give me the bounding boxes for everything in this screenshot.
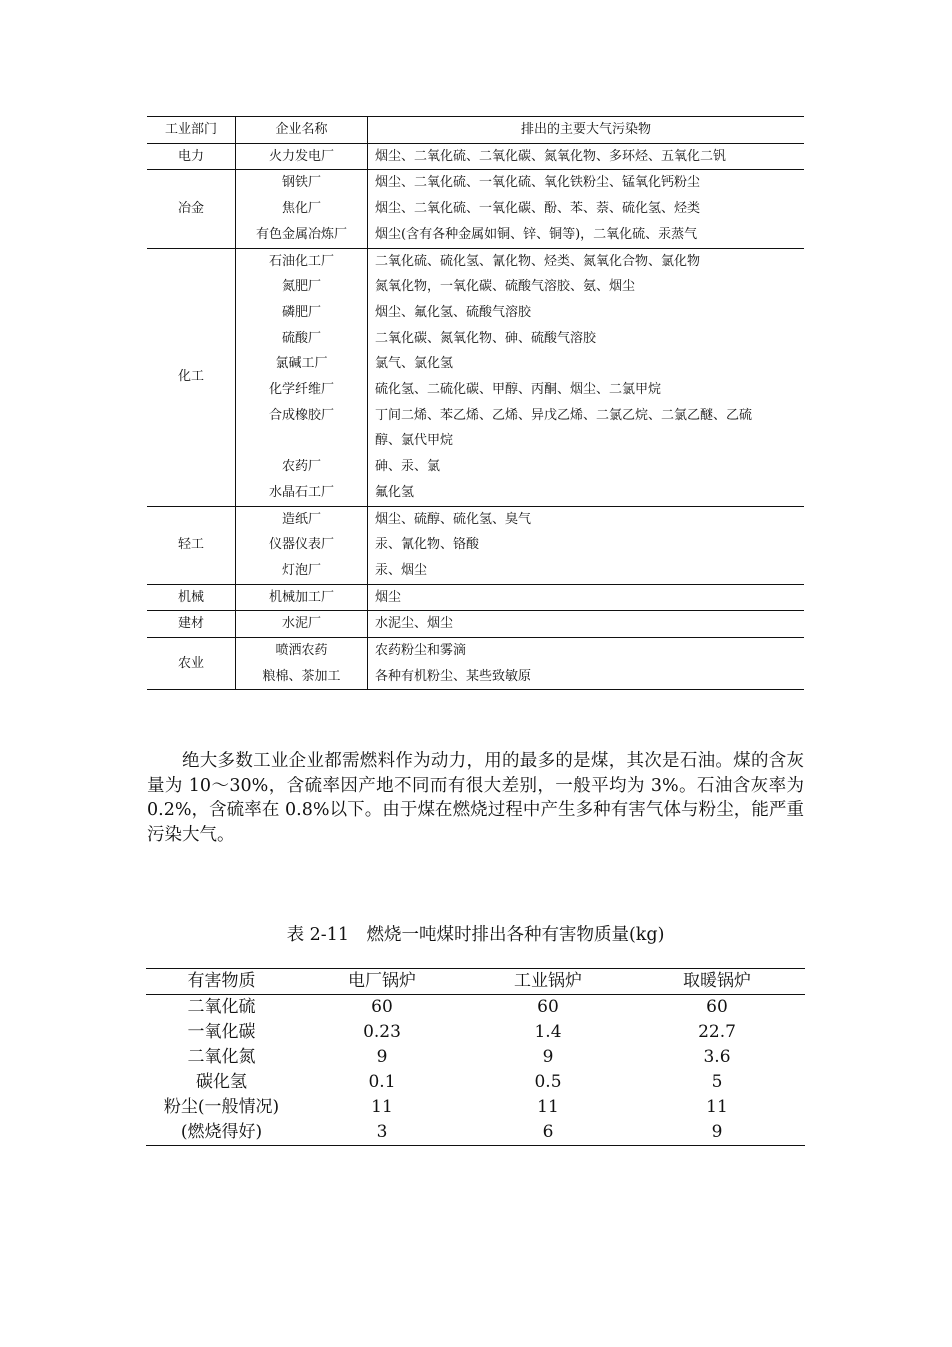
header-pollutants: 排出的主要大气污染物 bbox=[368, 117, 805, 144]
value-cell: 3 bbox=[297, 1120, 467, 1146]
pollutants-cell: 烟尘、二氧化硫、二氧化碳、氮氧化物、多环烃、五氧化二钒 bbox=[368, 143, 805, 170]
enterprise-cell: 造纸厂 bbox=[236, 506, 368, 532]
table-row bbox=[147, 664, 804, 690]
enterprise-cell: 合成橡胶厂 bbox=[236, 403, 368, 429]
table-row bbox=[146, 1020, 805, 1045]
header-heating-boiler: 取暖锅炉 bbox=[629, 969, 805, 995]
pollutants-cell: 烟尘、二氧化硫、一氧化硫、氧化铁粉尘、锰氧化钙粉尘 bbox=[368, 170, 805, 196]
table-row bbox=[147, 454, 804, 480]
table-header-row bbox=[147, 117, 804, 144]
department-cell: 化工 bbox=[147, 248, 236, 506]
value-cell: 0.23 bbox=[363, 1022, 401, 1042]
table-row bbox=[146, 1045, 805, 1070]
value-cell: 11 bbox=[706, 1097, 728, 1117]
enterprise-cell: 机械加工厂 bbox=[236, 584, 368, 611]
pollutants-cell: 农药粉尘和雾滴 bbox=[368, 638, 805, 664]
table-row bbox=[147, 532, 804, 558]
pollutants-cell: 硫化氢、二硫化碳、甲醇、丙酮、烟尘、二氯甲烷 bbox=[375, 382, 662, 398]
enterprise-cell: 焦化厂 bbox=[236, 196, 368, 222]
enterprise-cell: 灯泡厂 bbox=[236, 558, 368, 584]
substance-cell: 一氧化碳 bbox=[187, 1022, 256, 1042]
enterprise-cell: 火力发电厂 bbox=[236, 143, 368, 170]
table-row bbox=[146, 1120, 805, 1146]
pollutants-cell: 氟化氢 bbox=[375, 484, 415, 500]
body-paragraph: 绝大多数工业企业都需燃料作为动力，用的最多的是煤，其次是石油。煤的含灰量为 10～30%，含硫率因产地不同而有很大差别，一般平均为 3%。石油含灰率为 0.2%，含硫率在 0.8%以下。由于煤在燃烧过程中产生多种有害气体与粉尘，能严重污染大气。 bbox=[147, 751, 804, 845]
department-cell: 农业 bbox=[147, 638, 236, 690]
enterprise-cell: 仪器仪表厂 bbox=[236, 532, 368, 558]
value-cell: 60 bbox=[537, 997, 559, 1017]
enterprise-cell: 氯碱工厂 bbox=[236, 351, 368, 377]
table-body bbox=[147, 143, 804, 690]
header-substance: 有害物质 bbox=[146, 969, 297, 995]
table-row bbox=[147, 300, 804, 326]
pollutants-cell: 烟尘 bbox=[368, 584, 805, 611]
table-row bbox=[147, 377, 804, 403]
substance-cell: 二氧化硫 bbox=[187, 997, 256, 1017]
enterprise-cell bbox=[236, 428, 368, 454]
value-cell: 0.1 bbox=[368, 1072, 396, 1092]
enterprise-cell: 磷肥厂 bbox=[236, 300, 368, 326]
table-body bbox=[146, 995, 805, 1146]
value-cell: 0.5 bbox=[534, 1072, 562, 1092]
enterprise-cell: 喷洒农药 bbox=[236, 638, 368, 664]
table-row bbox=[147, 558, 804, 584]
table-row bbox=[147, 222, 804, 248]
enterprise-cell: 硫酸厂 bbox=[236, 326, 368, 352]
pollutants-cell: 二氧化硫、硫化氢、氰化物、烃类、氮氧化合物、氯化物 bbox=[368, 248, 805, 274]
table-row bbox=[146, 1095, 805, 1120]
value-cell: 5 bbox=[711, 1072, 723, 1092]
table-row bbox=[147, 248, 804, 274]
table-row bbox=[146, 995, 805, 1021]
pollutants-cell: 烟尘、氟化氢、硫酸气溶胶 bbox=[375, 304, 532, 320]
department-cell: 冶金 bbox=[147, 170, 236, 248]
pollutants-cell: 水泥尘、烟尘 bbox=[368, 611, 805, 638]
enterprise-cell: 有色金属冶炼厂 bbox=[236, 222, 368, 248]
enterprise-cell: 钢铁厂 bbox=[236, 170, 368, 196]
substance-cell: 碳化氢 bbox=[196, 1072, 247, 1092]
table-row bbox=[146, 1070, 805, 1095]
header-enterprise: 企业名称 bbox=[236, 117, 368, 144]
pollutants-cell: 二氧化碳、氮氧化物、砷、硫酸气溶胶 bbox=[375, 330, 597, 346]
pollutants-cell: 砷、汞、氯 bbox=[375, 459, 441, 475]
value-cell: 9 bbox=[629, 1120, 805, 1146]
value-cell: 22.7 bbox=[698, 1022, 736, 1042]
header-power-plant-boiler: 电厂锅炉 bbox=[297, 969, 467, 995]
header-industrial-boiler: 工业锅炉 bbox=[467, 969, 629, 995]
value-cell: 60 bbox=[371, 997, 393, 1017]
pollutants-cell: 各种有机粉尘、某些致敏原 bbox=[368, 664, 805, 690]
table-row bbox=[147, 428, 804, 454]
pollutant-sources-table bbox=[147, 116, 804, 690]
department-cell: 建材 bbox=[147, 611, 236, 638]
table-row bbox=[147, 351, 804, 377]
pollutants-cell: 烟尘(含有各种金属如铜、锌、铜等)，二氧化硫、汞蒸气 bbox=[375, 226, 698, 242]
department-cell: 电力 bbox=[147, 143, 236, 170]
table-row bbox=[147, 274, 804, 300]
enterprise-cell: 水泥厂 bbox=[236, 611, 368, 638]
table-row bbox=[147, 403, 804, 429]
value-cell: 1.4 bbox=[534, 1022, 562, 1042]
table-row bbox=[147, 638, 804, 664]
substance-cell: 粉尘(一般情况) bbox=[163, 1097, 280, 1117]
table-row bbox=[147, 480, 804, 506]
value-cell: 9 bbox=[542, 1047, 554, 1067]
enterprise-cell: 氮肥厂 bbox=[236, 274, 368, 300]
enterprise-cell: 农药厂 bbox=[236, 454, 368, 480]
enterprise-cell: 化学纤维厂 bbox=[236, 377, 368, 403]
table-row bbox=[147, 611, 804, 638]
pollutants-cell: 丁间二烯、苯乙烯、乙烯、异戊乙烯、二氯乙烷、二氯乙醚、乙硫 bbox=[375, 407, 753, 423]
pollutants-cell: 烟尘、二氧化硫、一氧化碳、酚、苯、萘、硫化氢、烃类 bbox=[375, 201, 701, 217]
header-department: 工业部门 bbox=[147, 117, 236, 144]
coal-emissions-table bbox=[146, 968, 805, 1146]
table-row bbox=[147, 170, 804, 196]
table-row bbox=[147, 326, 804, 352]
table-row bbox=[147, 506, 804, 532]
table-header-row bbox=[146, 969, 805, 995]
value-cell: 11 bbox=[537, 1097, 559, 1117]
value-cell: 6 bbox=[467, 1120, 629, 1146]
substance-cell: 二氧化氮 bbox=[187, 1047, 256, 1067]
enterprise-cell: 粮棉、茶加工 bbox=[236, 664, 368, 690]
pollutants-cell: 汞、烟尘 bbox=[375, 562, 428, 578]
department-cell: 轻工 bbox=[147, 506, 236, 584]
pollutants-cell: 汞、氰化物、铬酸 bbox=[375, 537, 480, 553]
substance-cell: (燃烧得好) bbox=[146, 1120, 297, 1146]
value-cell: 9 bbox=[376, 1047, 388, 1067]
value-cell: 11 bbox=[371, 1097, 393, 1117]
table-caption: 表 2-11 燃烧一吨煤时排出各种有害物质量(kg) bbox=[286, 925, 665, 945]
table-row bbox=[147, 196, 804, 222]
enterprise-cell: 石油化工厂 bbox=[236, 248, 368, 274]
pollutants-cell: 氯气、氯化氢 bbox=[375, 356, 454, 372]
table-row bbox=[147, 584, 804, 611]
value-cell: 3.6 bbox=[703, 1047, 731, 1067]
table-row bbox=[147, 143, 804, 170]
enterprise-cell: 水晶石工厂 bbox=[236, 480, 368, 506]
pollutants-cell: 醇、氯代甲烷 bbox=[375, 433, 454, 449]
department-cell: 机械 bbox=[147, 584, 236, 611]
pollutants-cell: 氮氧化物，一氧化碳、硫酸气溶胶、氨、烟尘 bbox=[375, 279, 636, 295]
value-cell: 60 bbox=[706, 997, 728, 1017]
pollutants-cell: 烟尘、硫醇、硫化氢、臭气 bbox=[368, 506, 805, 532]
